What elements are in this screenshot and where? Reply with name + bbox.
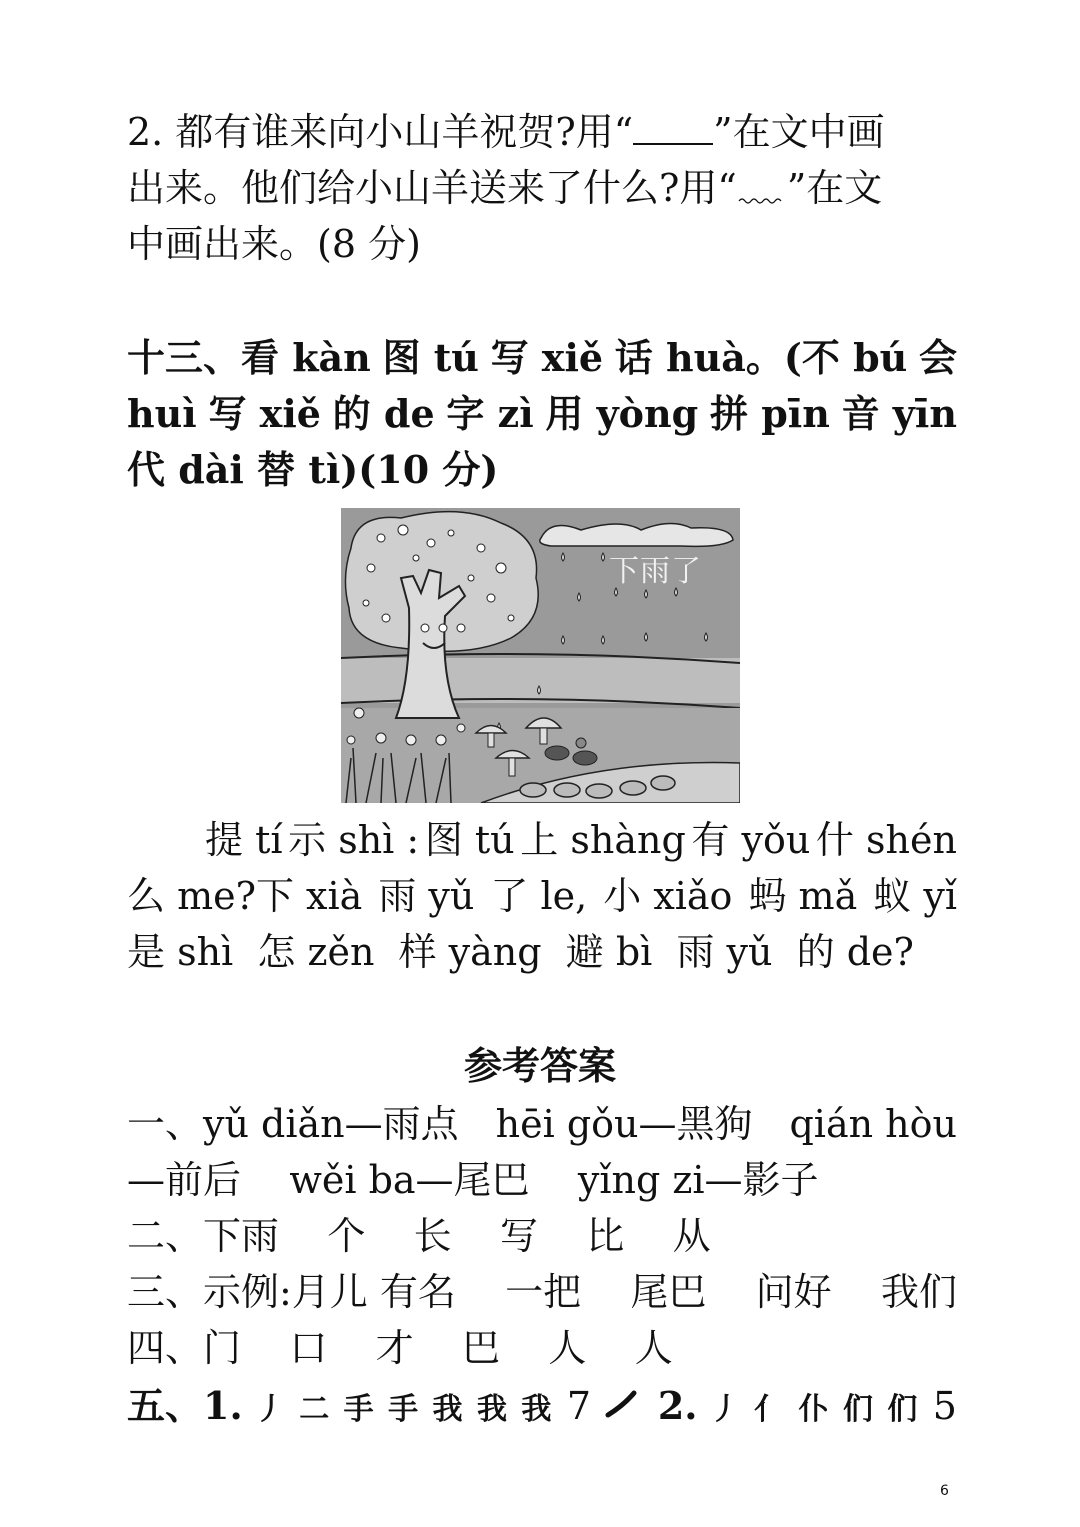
stroke-pie-icon xyxy=(604,1378,644,1438)
illustration-caption: 下雨了 xyxy=(609,554,702,589)
answer-3: 三、示例:月儿 有名 一把 尾巴 问好 我们 xyxy=(127,1270,957,1314)
wavy-underline-mark xyxy=(737,171,787,201)
solid-underline-mark xyxy=(633,115,713,145)
answer-2: 二、下雨 个 长 写 比 从 xyxy=(127,1214,711,1258)
hint-line-3: 是 shì 怎 zěn 样 yàng 避 bì 雨 yǔ 的 de? xyxy=(127,930,914,974)
answer-5: 五、1. 丿 ⼆ 手 手 我 我 我 7 2. 丿 亻 仆 们 们 5 xyxy=(127,1378,957,1438)
rain-illustration xyxy=(341,508,740,803)
stroke-order-wo: 丿 ⼆ 手 手 我 我 我 xyxy=(254,1392,554,1427)
answer-1-line-1: 一、yǔ diǎn—雨点 hēi gǒu—黑狗 qián hòu xyxy=(127,1102,957,1146)
section-13-heading-line-2: huì 写 xiě 的 de 字 zì 用 yòng 拼 pīn 音 yīn xyxy=(127,391,957,436)
q2-line-1: 2. 都有谁来向小山羊祝贺?用“ ”在文中画 xyxy=(127,110,885,154)
answer-4: 四、门 口 才 巴 人 人 xyxy=(127,1326,673,1370)
section-13-heading-line-3: 代 dài 替 tì)(10 分) xyxy=(127,447,499,492)
answer-1-line-2: —前后 wěi ba—尾巴 yǐng zi—影子 xyxy=(127,1158,819,1202)
hint-line-1: 提 tí 示 shì : 图 tú 上 shàng 有 yǒu 什 shén xyxy=(205,818,957,862)
page-number: 6 xyxy=(940,1483,949,1499)
q2-line-2: 出来。他们给小山羊送来了什么?用“ ”在文 xyxy=(127,166,883,210)
stroke-order-men: 丿 亻 仆 们 们 xyxy=(709,1392,920,1427)
section-13-heading-line-1: 十三、看 kàn 图 tú 写 xiě 话 huà。(不 bú 会 xyxy=(127,335,957,380)
hint-line-2: 么 me?下 xià 雨 yǔ 了 le, 小 xiǎo 蚂 mǎ 蚁 yǐ xyxy=(127,874,957,918)
q2-line-3: 中画出来。(8 分) xyxy=(127,222,421,266)
answers-title: 参考答案 xyxy=(463,1043,616,1088)
